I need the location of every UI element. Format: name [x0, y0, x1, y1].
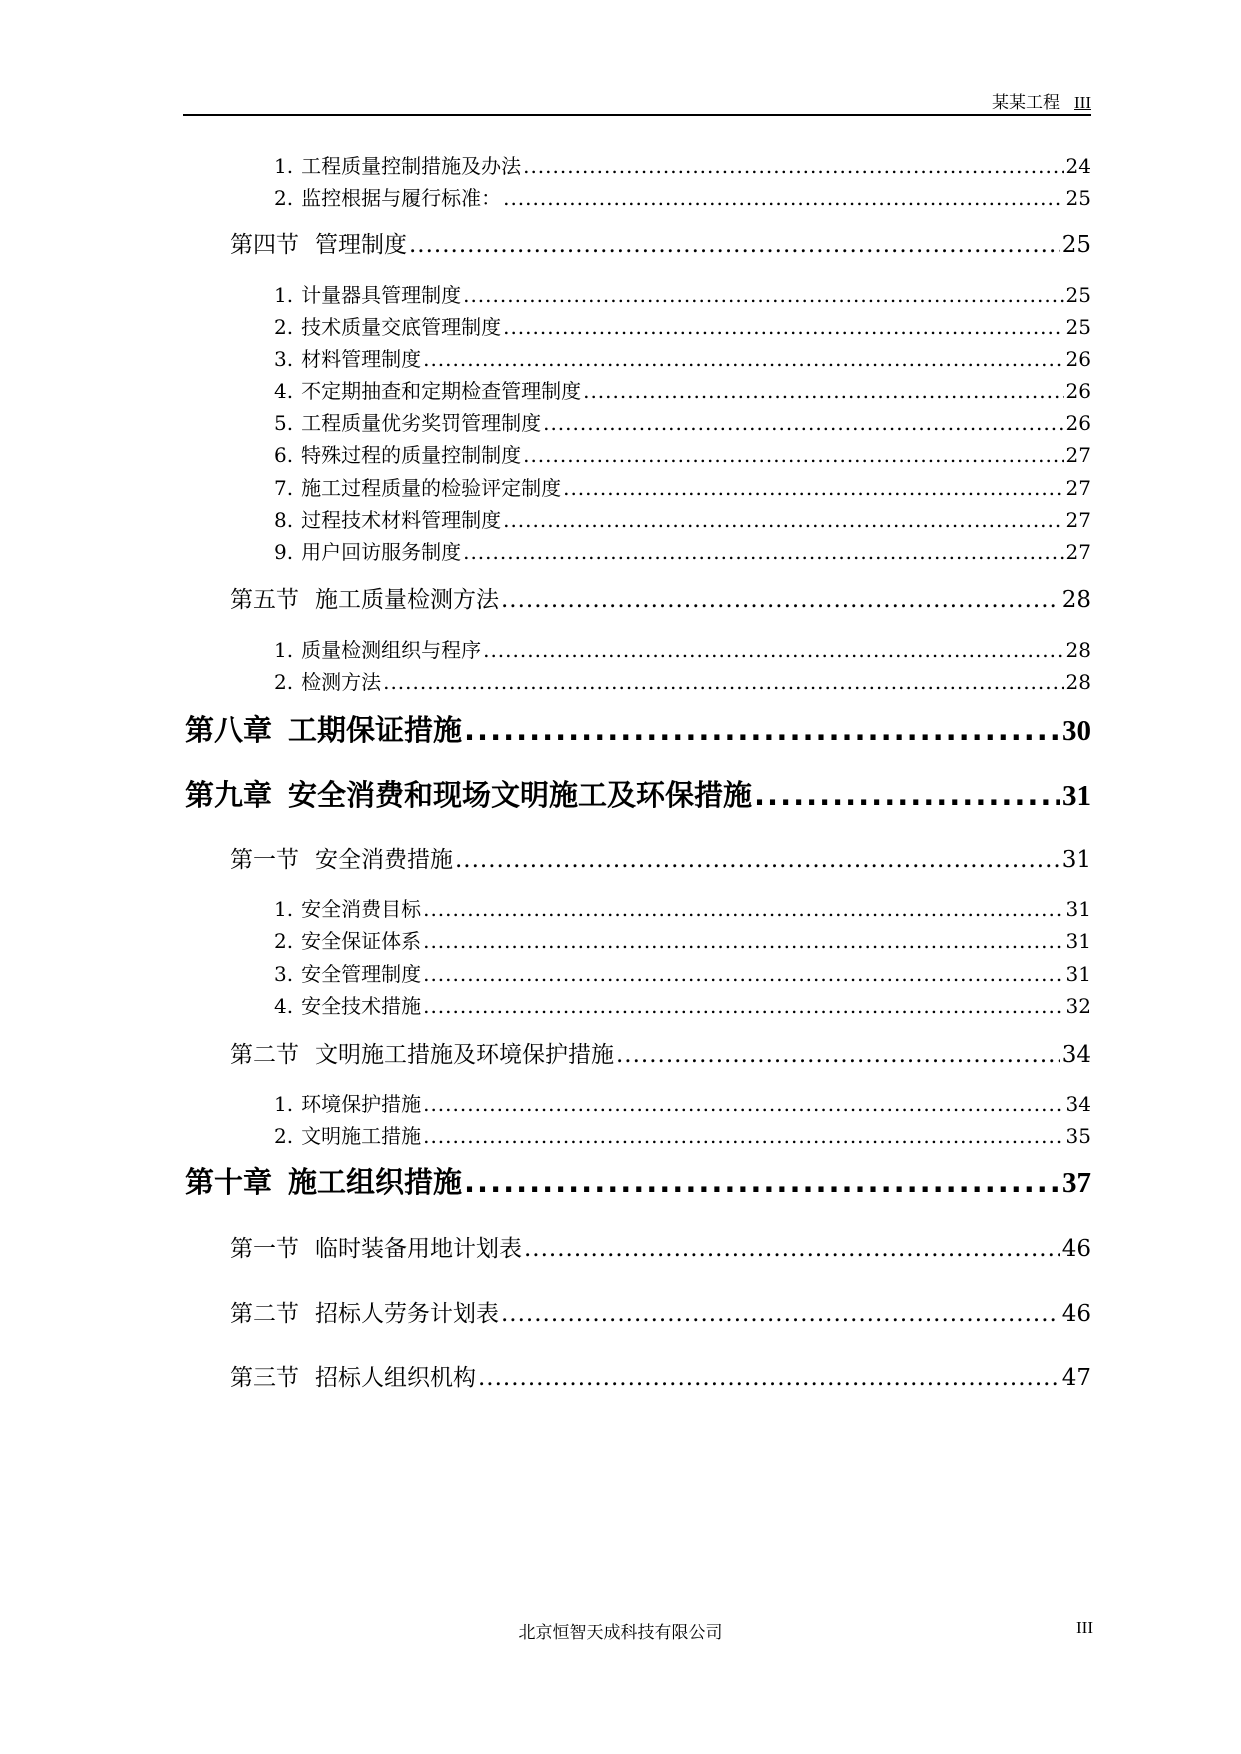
dot-leader [523, 154, 1063, 178]
toc-entry-page: 31 [1065, 962, 1091, 986]
toc-entry[interactable]: 2. 监控根据与履行标准： ..... 25 [274, 182, 1091, 210]
toc-entry[interactable]: 1. 安全消费目标 ..... 31 [274, 893, 1091, 921]
toc-entry[interactable]: 2. 检测方法 ..... 28 [274, 666, 1091, 694]
dot-leader [483, 638, 1063, 662]
toc-chapter-entry[interactable]: 第十章 施工组织措施 ..... 37 [185, 1160, 1091, 1200]
toc-entry[interactable]: 3. 安全管理制度 ..... 31 [274, 958, 1091, 986]
toc-entry-title: 安全保证体系 [301, 929, 422, 953]
toc-entry-page: 26 [1065, 411, 1091, 435]
toc-entry[interactable]: 2. 技术质量交底管理制度 ..... 25 [274, 311, 1091, 339]
toc-entry-page: 25 [1065, 186, 1091, 210]
footer-company-name: 北京恒智天成科技有限公司 [518, 1623, 723, 1643]
toc-section-entry[interactable]: 第五节 施工质量检测方法 ..... 28 [230, 581, 1091, 615]
toc-entry[interactable]: 5. 工程质量优劣奖罚管理制度 ..... 26 [274, 407, 1091, 435]
toc-entry-title: 招标人劳务计划表 [315, 1301, 499, 1327]
dot-leader [423, 347, 1063, 371]
dot-leader [523, 443, 1063, 467]
dot-leader [503, 508, 1063, 532]
toc-entry[interactable]: 1. 质量检测组织与程序 ..... 28 [274, 634, 1091, 662]
toc-entry-title: 质量检测组织与程序 [301, 638, 482, 662]
dot-leader [563, 476, 1063, 500]
toc-entry-title: 监控根据与履行标准： [301, 186, 502, 210]
dot-leader [464, 1165, 1060, 1199]
toc-entry-title: 临时装备用地计划表 [315, 1236, 522, 1262]
toc-chapter-entry[interactable]: 第九章 安全消费和现场文明施工及环保措施 ..... 31 [185, 773, 1091, 813]
toc-entry-title: 特殊过程的质量控制制度 [301, 443, 522, 467]
toc-entry-title: 环境保护措施 [301, 1092, 422, 1116]
dot-leader [423, 994, 1063, 1018]
dot-leader [423, 897, 1063, 921]
toc-entry-page: 27 [1065, 540, 1091, 564]
toc-entry-title: 施工过程质量的检验评定制度 [301, 476, 562, 500]
toc-entry-page: 27 [1065, 476, 1091, 500]
toc-entry-page: 35 [1065, 1124, 1091, 1148]
toc-entry-page: 25 [1061, 232, 1091, 258]
toc-section-entry[interactable]: 第四节 管理制度 ..... 25 [230, 226, 1091, 260]
toc-entry[interactable]: 4. 不定期抽查和定期检查管理制度 ..... 26 [274, 375, 1091, 403]
dot-leader [383, 670, 1063, 694]
toc-entry-title: 管理制度 [315, 232, 407, 258]
toc-entry[interactable]: 4. 安全技术措施 ..... 32 [274, 990, 1091, 1018]
toc-entry-page: 31 [1062, 780, 1091, 812]
toc-entry[interactable]: 3. 材料管理制度 ..... 26 [274, 343, 1091, 371]
toc-entry[interactable]: 8. 过程技术材料管理制度 ..... 27 [274, 504, 1091, 532]
toc-entry-page: 28 [1061, 587, 1091, 613]
toc-entry-page: 26 [1065, 347, 1091, 371]
dot-leader [423, 1092, 1063, 1116]
toc-entry-page: 27 [1065, 508, 1091, 532]
dot-leader [455, 847, 1060, 873]
toc-entry-page: 28 [1065, 670, 1091, 694]
toc-entry-page: 30 [1062, 715, 1091, 747]
dot-leader [464, 713, 1060, 747]
toc-entry-title: 不定期抽查和定期检查管理制度 [301, 379, 582, 403]
dot-leader [423, 1124, 1063, 1148]
toc-entry-page: 27 [1065, 443, 1091, 467]
dot-leader [616, 1042, 1060, 1068]
toc-entry-title: 安全消费目标 [301, 897, 422, 921]
toc-section-entry[interactable]: 第三节 招标人组织机构 ..... 47 [230, 1359, 1091, 1393]
toc-entry-title: 工程质量控制措施及办法 [301, 154, 522, 178]
toc-entry[interactable]: 1. 计量器具管理制度 ..... 25 [274, 279, 1091, 307]
toc-entry-page: 32 [1065, 994, 1091, 1018]
toc-entry-title: 文明施工措施及环境保护措施 [315, 1042, 614, 1068]
dot-leader [543, 411, 1063, 435]
toc-entry-page: 25 [1065, 283, 1091, 307]
toc-entry-page: 37 [1062, 1167, 1091, 1199]
dot-leader [423, 929, 1063, 953]
toc-entry-page: 31 [1061, 847, 1091, 873]
dot-leader [409, 232, 1060, 258]
footer-page-number: III [1076, 1618, 1093, 1637]
dot-leader [501, 587, 1060, 613]
toc-entry[interactable]: 7. 施工过程质量的检验评定制度 ..... 27 [274, 472, 1091, 500]
toc-entry-title: 技术质量交底管理制度 [301, 315, 502, 339]
dot-leader [463, 540, 1063, 564]
toc-entry-title: 计量器具管理制度 [301, 283, 462, 307]
dot-leader [524, 1236, 1060, 1262]
toc-entry-title: 文明施工措施 [301, 1124, 422, 1148]
toc-entry-title: 安全技术措施 [301, 994, 422, 1018]
toc-entry-page: 24 [1065, 154, 1091, 178]
toc-entry-title: 工程质量优劣奖罚管理制度 [301, 411, 542, 435]
toc-entry-page: 46 [1061, 1236, 1091, 1262]
toc-section-entry[interactable]: 第一节 安全消费措施 ..... 31 [230, 841, 1091, 875]
toc-entry-page: 46 [1061, 1301, 1091, 1327]
dot-leader [503, 186, 1063, 210]
toc-entry-page: 47 [1061, 1365, 1091, 1391]
toc-entry-title: 材料管理制度 [301, 347, 422, 371]
toc-entry-title: 安全消费措施 [315, 847, 453, 873]
toc-entry[interactable]: 2. 文明施工措施 ..... 35 [274, 1120, 1091, 1148]
toc-entry-page: 34 [1065, 1092, 1091, 1116]
dot-leader [583, 379, 1063, 403]
toc-entry[interactable]: 1. 工程质量控制措施及办法 ..... 24 [274, 150, 1091, 178]
header-page-number: III [1074, 93, 1091, 112]
dot-leader [463, 283, 1063, 307]
dot-leader [423, 962, 1063, 986]
toc-entry-page: 31 [1065, 929, 1091, 953]
toc-chapter-entry[interactable]: 第八章 工期保证措施 ..... 30 [185, 708, 1091, 748]
toc-entry-title: 工期保证措施 [288, 713, 463, 747]
dot-leader [503, 315, 1063, 339]
toc-entry-title: 施工质量检测方法 [315, 587, 499, 613]
toc-entry[interactable]: 2. 安全保证体系 ..... 31 [274, 925, 1091, 953]
toc-entry-title: 施工组织措施 [288, 1165, 463, 1199]
toc-section-entry[interactable]: 第一节 临时装备用地计划表 ..... 46 [230, 1230, 1091, 1264]
toc-entry[interactable]: 9. 用户回访服务制度 ..... 27 [274, 536, 1091, 564]
toc-entry-title: 过程技术材料管理制度 [301, 508, 502, 532]
toc-section-entry[interactable]: 第二节 招标人劳务计划表 ..... 46 [230, 1295, 1091, 1329]
toc-entry-page: 25 [1065, 315, 1091, 339]
toc-entry-title: 安全消费和现场文明施工及环保措施 [288, 778, 753, 812]
dot-leader [501, 1301, 1060, 1327]
toc-entry[interactable]: 1. 环境保护措施 ..... 34 [274, 1088, 1091, 1116]
toc-entry-page: 31 [1065, 897, 1091, 921]
toc-entry-page: 34 [1061, 1042, 1091, 1068]
toc-entry-page: 28 [1065, 638, 1091, 662]
toc-entry-title: 检测方法 [301, 670, 382, 694]
toc-entry-title: 安全管理制度 [301, 962, 422, 986]
toc-section-entry[interactable]: 第二节 文明施工措施及环境保护措施 ..... 34 [230, 1036, 1091, 1070]
toc-entry[interactable]: 6. 特殊过程的质量控制制度 ..... 27 [274, 439, 1091, 467]
toc-entry-title: 招标人组织机构 [315, 1365, 476, 1391]
toc-entry-page: 26 [1065, 379, 1091, 403]
dot-leader [478, 1365, 1060, 1391]
header-title: 某某工程 [992, 93, 1061, 113]
dot-leader [754, 778, 1060, 812]
toc-entry-title: 用户回访服务制度 [301, 540, 462, 564]
